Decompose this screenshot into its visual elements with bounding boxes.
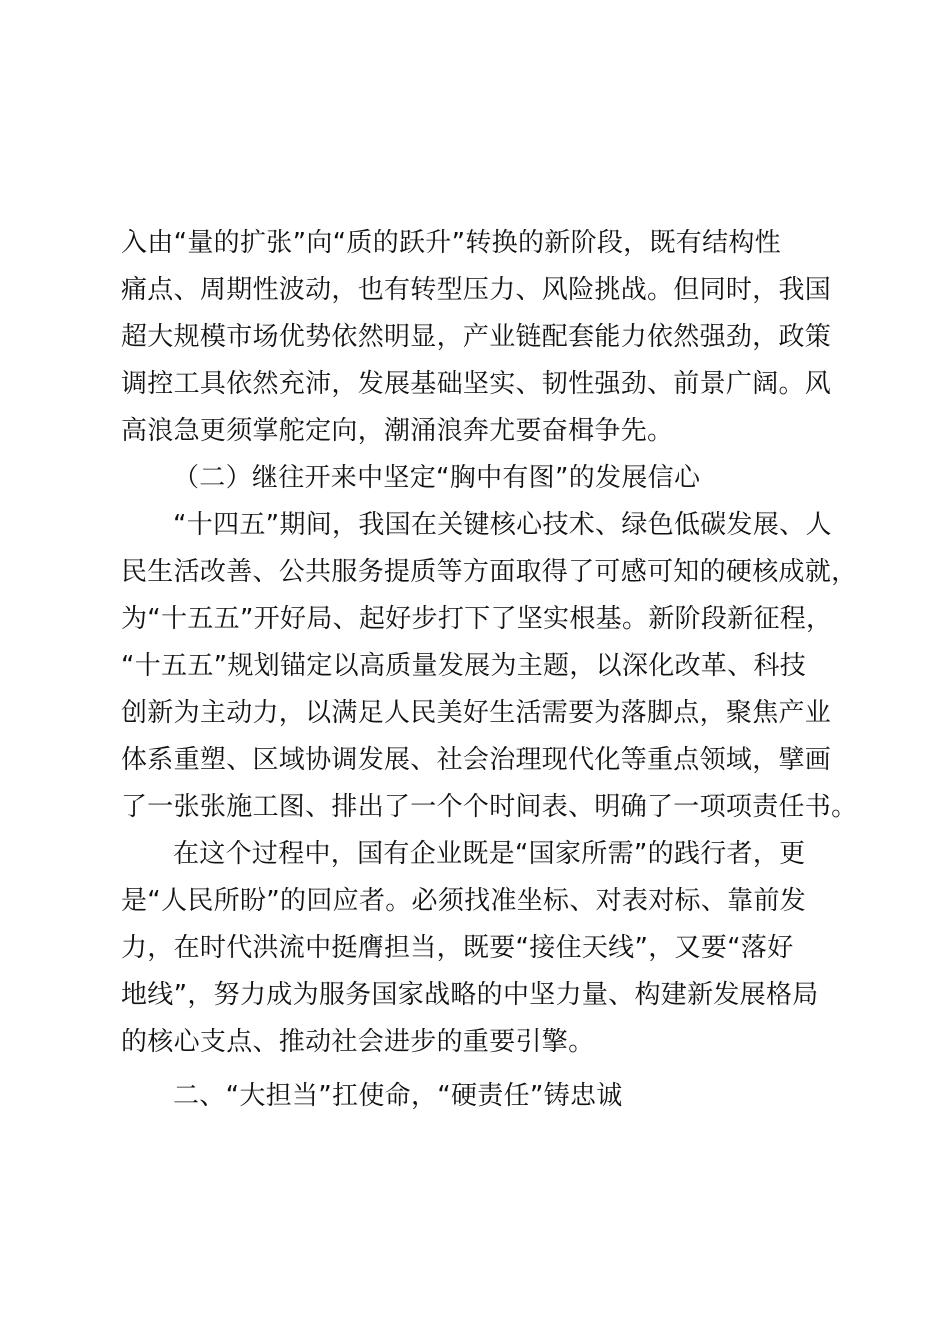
paragraph-line: “十五五”规划锚定以高质量发展为主题，以深化改革、科技 xyxy=(121,651,807,681)
paragraph-line: 地线”，努力成为服务国家战略的中坚力量、构建新发展格局 xyxy=(121,980,819,1010)
paragraph-line: 创新为主动力，以满足人民美好生活需要为落脚点，聚焦产业 xyxy=(121,698,832,728)
paragraph-line: 了一张张施工图、排出了一个个时间表、明确了一项项责任书。 xyxy=(121,792,858,822)
paragraph-line: 民生活改善、公共服务提质等方面取得了可感可知的硬核成就， xyxy=(121,557,858,587)
section-subheading: （二）继往开来中坚定“胸中有图”的发展信心 xyxy=(173,463,701,493)
paragraph-line: 在这个过程中，国有企业既是“国家所需”的践行者，更 xyxy=(173,839,806,869)
paragraph-line: 超大规模市场优势依然明显，产业链配套能力依然强劲，政策 xyxy=(121,322,832,352)
paragraph-line: 痛点、周期性波动，也有转型压力、风险挑战。但同时，我国 xyxy=(121,275,832,305)
paragraph-line: 调控工具依然充沛，发展基础坚实、韧性强劲、前景广阔。风 xyxy=(121,369,832,399)
paragraph-line: 是“人民所盼”的回应者。必须找准坐标、对表对标、靠前发 xyxy=(121,886,807,916)
section-heading: 二、“大担当”扛使命，“硬责任”铸忠诚 xyxy=(173,1081,623,1111)
paragraph-line: 体系重塑、区域协调发展、社会治理现代化等重点领域，擘画 xyxy=(121,745,832,775)
paragraph-line: 力，在时代洪流中挺膺担当，既要“接住天线”，又要“落好 xyxy=(121,933,794,963)
paragraph-line: 的核心支点、推动社会进步的重要引擎。 xyxy=(121,1027,595,1057)
body-text xyxy=(121,220,858,1120)
paragraph-line: 高浪急更须掌舵定向，潮涌浪奔尤要奋楫争先。 xyxy=(121,416,674,446)
paragraph-line: 为“十五五”开好局、起好步打下了坚实根基。新阶段新征程， xyxy=(121,604,833,634)
paragraph-line: “十四五”期间，我国在关键核心技术、绿色低碳发展、人 xyxy=(173,510,832,540)
paragraph-line: 入由“量的扩张”向“质的跃升”转换的新阶段，既有结构性 xyxy=(121,228,781,258)
